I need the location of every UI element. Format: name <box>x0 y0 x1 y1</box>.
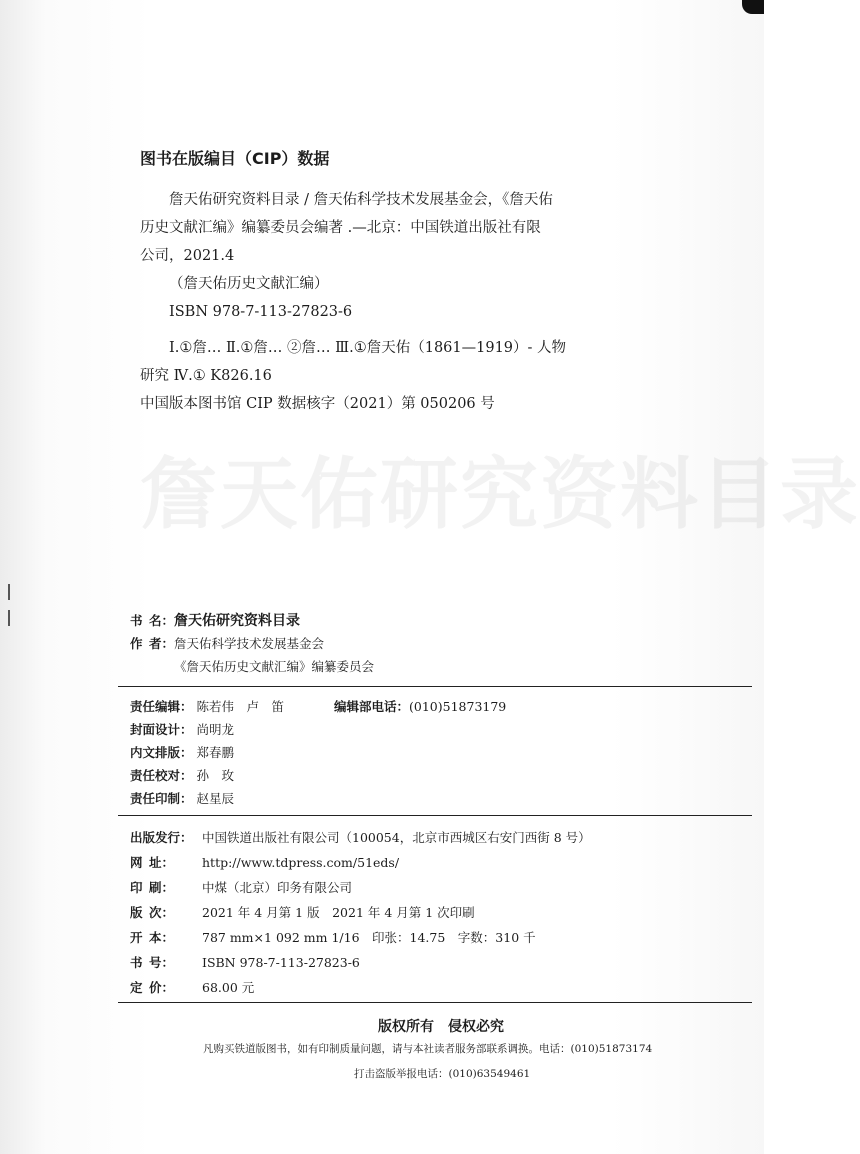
author-name: 《詹天佑历史文献汇编》编纂委员会 <box>174 659 375 674</box>
price-row <box>130 978 254 996</box>
piracy-hotline: 打击盗版举报电话：(010)63549461 <box>354 1068 531 1080</box>
website-url: http://www.tdpress.com/51eds/ <box>202 855 400 870</box>
layout-designer: 郑春鹏 <box>196 745 235 760</box>
cover-design-row <box>130 720 234 738</box>
printing-supervisor-row <box>130 789 234 807</box>
printer-label: 印 刷： <box>130 880 174 895</box>
cip-classification: Ⅰ.①詹… Ⅱ.①詹… ②詹… Ⅲ.①詹天佑（1861—1919）- 人物 <box>169 340 567 356</box>
format-row <box>130 928 536 946</box>
quality-notice: 凡购买铁道版图书，如有印制质量问题，请与本社读者服务部联系调换。电话：(010)51873174 <box>203 1043 653 1055</box>
proofreader-row <box>130 766 234 784</box>
printer: 中煤（北京）印务有限公司 <box>202 880 353 895</box>
cip-isbn: ISBN 978-7-113-27823-6 <box>169 304 353 320</box>
responsible-editor: 陈若伟 卢 笛 <box>196 699 285 714</box>
editorial-phone-row <box>334 697 506 715</box>
cover-design-label: 封面设计： <box>130 722 193 737</box>
layout-label: 内文排版： <box>130 745 193 760</box>
printer-row <box>130 878 352 896</box>
editorial-phone-label: 编辑部电话： <box>334 699 410 714</box>
cip-entry <box>140 186 600 390</box>
edition-row <box>130 903 475 921</box>
edition-label: 版 次： <box>130 905 174 920</box>
divider <box>118 686 752 687</box>
bleed-through-title: 詹天佑研究资料目录 <box>140 450 860 540</box>
isbn-label: 书 号： <box>130 955 174 970</box>
book-title: 詹天佑研究资料目录 <box>174 613 300 629</box>
layout-row <box>130 743 234 761</box>
proofreader-label: 责任校对： <box>130 768 193 783</box>
cip-line: 历史文献汇编》编纂委员会编著 .—北京：中国铁道出版社有限 <box>140 220 541 236</box>
editorial-phone: (010)51873179 <box>409 699 507 714</box>
author-label: 作 者： <box>130 636 174 651</box>
publisher-row <box>130 828 591 846</box>
price: 68.00 元 <box>202 980 255 995</box>
format-label: 开 本： <box>130 930 174 945</box>
price-label: 定 价： <box>130 980 174 995</box>
book-title-label: 书 名： <box>130 613 174 628</box>
printing-supervisor-label: 责任印制： <box>130 791 193 806</box>
website-row <box>130 853 399 871</box>
cover-designer: 尚明龙 <box>196 722 235 737</box>
scan-corner-mark <box>742 0 764 14</box>
author-name: 詹天佑科学技术发展基金会 <box>174 636 325 651</box>
cip-classification: 研究 Ⅳ.① K826.16 <box>140 368 272 384</box>
divider <box>118 1002 752 1003</box>
edition: 2021 年 4 月第 1 版 2021 年 4 月第 1 次印刷 <box>202 905 475 920</box>
proofreader: 孙 玫 <box>196 768 235 783</box>
responsible-editor-row <box>130 697 284 715</box>
cip-record-number: 中国版本图书馆 CIP 数据核字（2021）第 050206 号 <box>140 396 495 412</box>
cip-line: 公司，2021.4 <box>140 248 235 264</box>
book-title-row <box>130 610 610 630</box>
printing-supervisor: 赵星辰 <box>196 791 235 806</box>
cip-heading: 图书在版编目（CIP）数据 <box>140 149 330 168</box>
isbn-row <box>130 953 360 971</box>
website-label: 网 址： <box>130 855 174 870</box>
cip-line: 詹天佑研究资料目录 / 詹天佑科学技术发展基金会，《詹天佑 <box>169 192 553 208</box>
scan-edge-mark <box>8 610 10 626</box>
isbn: ISBN 978-7-113-27823-6 <box>202 955 360 970</box>
rights-statement: 版权所有 侵权必究 <box>378 1019 504 1035</box>
responsible-editor-label: 责任编辑： <box>130 699 193 714</box>
author-row <box>130 634 610 652</box>
scan-edge-mark <box>8 584 10 600</box>
divider <box>118 815 752 816</box>
author-row-2 <box>174 657 654 675</box>
format: 787 mm×1 092 mm 1/16 印张：14.75 字数：310 千 <box>202 930 536 945</box>
cip-series: （詹天佑历史文献汇编） <box>169 276 329 292</box>
publisher-label: 出版发行： <box>130 830 193 845</box>
publisher: 中国铁道出版社有限公司（100054，北京市西城区右安门西街 8 号） <box>202 830 591 845</box>
